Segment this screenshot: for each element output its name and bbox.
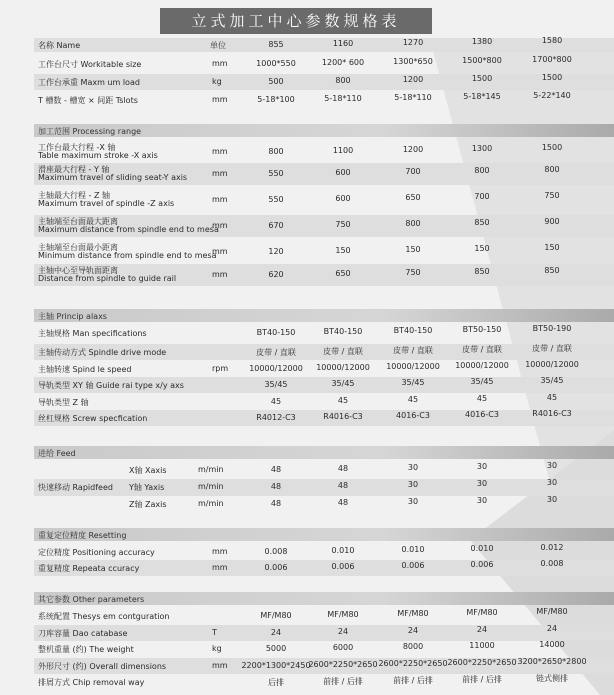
header-name-label: 名称 Name [38,41,81,50]
value-cell: 35/45 [540,376,564,385]
value-cell: 800 [544,165,560,174]
spec-unit: mm [212,95,228,104]
spec-label: 主轴中心至导轨面距离 [38,266,118,275]
value-cell: 150 [474,244,490,253]
value-cell: 35/45 [264,380,288,389]
value-cell: 0.006 [470,560,494,569]
value-cell: MF/M80 [397,609,429,618]
value-cell: 1500 [541,143,563,152]
spec-label-en: Distance from spindle to guide rail [38,274,177,283]
value-cell: 5-18*100 [257,95,295,104]
value-cell: 10000/12000 [386,362,440,371]
spec-row [34,344,614,360]
value-cell: 6000 [332,643,354,652]
spec-label-en: Maximum travel of sliding seat-Y axis [38,173,188,182]
value-cell: 30 [407,497,419,506]
value-cell: 750 [335,220,351,229]
value-cell: 150 [544,243,560,252]
value-cell: 5-22*140 [533,91,571,100]
spec-unit: kg [212,644,222,653]
section-header-spindle [34,309,614,322]
value-cell: MF/M80 [327,610,359,619]
value-cell: BT40-150 [256,328,296,337]
model-column-header: 1580 [541,36,563,45]
feed-axis-label: Y轴 Yaxis [129,483,165,492]
model-column-header: 1270 [402,38,424,47]
value-cell: 皮带 / 直联 [393,346,433,355]
spec-label: 导轨类型 XY 轴 Guide rai type x/y axs [38,381,184,390]
value-cell: 0.006 [331,562,355,571]
value-cell: 750 [544,191,560,200]
value-cell: 前排 / 后排 [393,676,433,685]
value-cell: 1200* 600 [321,58,365,67]
value-cell: 750 [405,268,421,277]
value-cell: 1300*650 [393,57,433,66]
value-cell: 0.008 [540,559,564,568]
value-cell: BT40-150 [323,327,363,336]
value-cell: 550 [268,169,284,178]
value-cell: 链式侧排 [536,674,568,683]
value-cell: 48 [337,464,349,473]
spec-row [34,361,614,377]
value-cell: 120 [268,247,284,256]
value-cell: 0.012 [540,543,564,552]
value-cell: 30 [546,461,558,470]
value-cell: 30 [476,479,488,488]
value-cell: 3200*2650*2800 [517,657,587,666]
spec-row [34,215,614,237]
value-cell: 48 [270,465,282,474]
section-header-resetting [34,528,614,541]
section-header-processing [34,124,614,137]
value-cell: 30 [546,478,558,487]
spec-label: 主轴端至台面最大距离 [38,217,118,226]
spec-unit: rpm [212,364,229,373]
value-cell: 24 [337,627,349,636]
value-cell: 600 [335,168,351,177]
value-cell: 24 [407,626,419,635]
value-cell: 1300 [471,144,493,153]
value-cell: 10000/12000 [525,360,579,369]
value-cell: 30 [407,480,419,489]
value-cell: 1500 [541,73,563,82]
spec-row [34,141,614,163]
model-column-header: 855 [268,40,284,49]
value-cell: 2200*1300*2450 [241,661,311,670]
value-cell: 1200 [402,145,424,154]
spec-row [34,377,614,393]
spec-unit: m/min [198,482,224,491]
spec-unit: mm [212,59,228,68]
page-title: 立式加工中心参数规格表 [160,8,432,34]
value-cell: 650 [335,269,351,278]
value-cell: 700 [405,167,421,176]
value-cell: 650 [405,193,421,202]
feed-axis-label: Z轴 Zaxis [129,500,167,509]
spec-label: 滑座最大行程 - Y 轴 [38,165,110,174]
value-cell: 5-18*145 [463,92,501,101]
spec-label: T 槽数 - 槽宽 × 间距 Tslots [38,96,138,105]
spec-label-en: Minimum distance from spindle end to mesa [38,251,217,260]
value-cell: 10000/12000 [455,361,509,370]
value-cell: 2600*2250*2650 [378,659,448,668]
value-cell: 48 [337,481,349,490]
spec-label: 工作台承重 Maxm um load [38,78,140,87]
spec-unit: mm [212,661,228,670]
section-header-feed [34,446,614,459]
value-cell: 0.010 [401,545,425,554]
value-cell: 670 [268,221,284,230]
value-cell: 30 [407,463,419,472]
value-cell: 620 [268,270,284,279]
value-cell: 前排 / 后排 [323,677,363,686]
spec-row [34,241,614,263]
spec-label: 主轴规格 Man specifications [38,329,147,338]
spec-unit: m/min [198,499,224,508]
spec-unit: mm [212,147,228,156]
header-row [34,38,614,52]
value-cell: 0.010 [470,544,494,553]
value-cell: 800 [474,166,490,175]
spec-label: 刀库容量 Dao catabase [38,629,128,638]
value-cell: 14000 [539,640,565,649]
spec-row [34,462,614,479]
value-cell: 皮带 / 直联 [532,344,572,353]
value-cell: 0.008 [264,547,288,556]
value-cell: 皮带 / 直联 [323,347,363,356]
value-cell: 30 [476,462,488,471]
spec-row [34,394,614,410]
value-cell: 48 [337,498,349,507]
value-cell: R4016-C3 [532,409,572,418]
value-cell: MF/M80 [260,611,292,620]
value-cell: 45 [337,396,349,405]
spec-label: 整机重量 (约) The weight [38,645,134,654]
spec-label: 外形尺寸 (约) Overall dimensions [38,662,167,671]
spec-label: 主轴端至台面最小距离 [38,243,118,252]
value-cell: 45 [270,397,282,406]
value-cell: 2600*2250*2650 [447,658,517,667]
spec-unit: kg [212,77,222,86]
value-cell: 24 [476,625,488,634]
spec-row [34,674,614,690]
spec-unit: mm [212,221,228,230]
value-cell: 45 [476,394,488,403]
value-cell: 1000*550 [256,59,296,68]
value-cell: 800 [405,219,421,228]
spec-row [34,410,614,426]
value-cell: 700 [474,192,490,201]
spec-row [34,608,614,624]
value-cell: 5-18*110 [394,93,432,102]
spec-label: 系统配置 Thesys em contguration [38,612,170,621]
spec-label-en: Maximum distance from spindle end to mesa [38,225,219,234]
value-cell: 5-18*110 [324,94,362,103]
spec-label: 主轴传动方式 Spindle drive mode [38,348,167,357]
spec-label: 定位精度 Positioning accuracy [38,548,155,557]
spec-label: 主轴最大行程 - Z 轴 [38,191,110,200]
spec-label-en: Table maximum stroke -X axis [38,151,158,160]
spec-row [34,56,614,72]
model-column-header: 1160 [332,39,354,48]
value-cell: MF/M80 [536,607,568,616]
spec-row [34,479,614,496]
value-cell: 1500 [471,74,493,83]
value-cell: 2600*2250*2650 [308,660,378,669]
value-cell: 5000 [265,644,287,653]
value-cell: 800 [268,147,284,156]
value-cell: 850 [474,267,490,276]
feed-group-label: 快速移动 Rapidfeed [38,483,113,492]
value-cell: 1200 [402,75,424,84]
spec-row [34,625,614,641]
spec-unit: mm [212,270,228,279]
value-cell: 8000 [402,642,424,651]
spec-row [34,189,614,211]
feed-axis-label: X轴 Xaxis [129,466,167,475]
value-cell: 850 [544,266,560,275]
value-cell: BT50-150 [462,325,502,334]
spec-label: 排屑方式 Chip removal way [38,678,145,687]
value-cell: 0.006 [264,563,288,572]
value-cell: 30 [546,495,558,504]
value-cell: 皮带 / 直联 [256,348,296,357]
value-cell: 24 [270,628,282,637]
value-cell: 1100 [332,146,354,155]
spec-unit: mm [212,195,228,204]
spec-label: 主轴转速 Spind le speed [38,365,132,374]
value-cell: 150 [405,245,421,254]
spec-row [34,658,614,674]
value-cell: 45 [546,393,558,402]
value-cell: 前排 / 后排 [462,675,502,684]
value-cell: 48 [270,499,282,508]
section-title: 进给 Feed [38,449,76,458]
value-cell: 10000/12000 [316,363,370,372]
value-cell: 皮带 / 直联 [462,345,502,354]
section-title: 重复定位精度 Resetting [38,531,127,540]
spec-row [34,163,614,185]
spec-label: 丝杠规格 Screw specfication [38,414,148,423]
value-cell: 550 [268,195,284,204]
spec-unit: m/min [198,465,224,474]
spec-unit: mm [212,169,228,178]
value-cell: 11000 [469,641,495,650]
value-cell: 35/45 [331,379,355,388]
spec-row [34,264,614,286]
section-title: 加工范围 Processing range [38,127,142,136]
value-cell: 4016-C3 [396,411,430,420]
spec-label-en: Maximum travel of spindle -Z axis [38,199,175,208]
value-cell: 10000/12000 [249,364,303,373]
value-cell: 500 [268,77,284,86]
value-cell: 600 [335,194,351,203]
spec-unit: mm [212,547,228,556]
value-cell: 800 [335,76,351,85]
value-cell: 850 [474,218,490,227]
spec-label: 工作台尺寸 Workitable size [38,60,142,69]
value-cell: 1700*800 [532,55,572,64]
value-cell: 1500*800 [462,56,502,65]
value-cell: 900 [544,217,560,226]
value-cell: 后排 [268,678,284,687]
value-cell: 35/45 [401,378,425,387]
spec-unit: T [212,628,217,637]
spec-label: 重复精度 Repeata ccuracy [38,564,140,573]
spec-row [34,641,614,657]
spec-unit: mm [212,563,228,572]
value-cell: 24 [546,624,558,633]
value-cell: R4012-C3 [256,413,296,422]
value-cell: MF/M80 [466,608,498,617]
section-title: 主轴 Princip alaxs [38,312,107,321]
value-cell: BT50-190 [532,324,572,333]
spec-unit: mm [212,247,228,256]
spec-row [34,560,614,576]
section-title: 其它参数 Other parameters [38,595,145,604]
value-cell: 30 [476,496,488,505]
value-cell: 45 [407,395,419,404]
section-header-other [34,592,614,605]
spec-row [34,325,614,341]
model-column-header: 1380 [471,37,493,46]
value-cell: 48 [270,482,282,491]
value-cell: R4016-C3 [323,412,363,421]
spec-label: 工作台最大行程 -X 轴 [38,143,116,152]
value-cell: 4016-C3 [465,410,499,419]
value-cell: 0.006 [401,561,425,570]
header-unit-label: 单位 [210,41,226,50]
spec-row [34,74,614,90]
spec-label: 导轨类型 Z 轴 [38,398,89,407]
value-cell: 35/45 [470,377,494,386]
value-cell: 150 [335,246,351,255]
spec-row [34,92,614,108]
value-cell: BT40-150 [393,326,433,335]
value-cell: 0.010 [331,546,355,555]
spec-row [34,496,614,513]
spec-row [34,544,614,560]
